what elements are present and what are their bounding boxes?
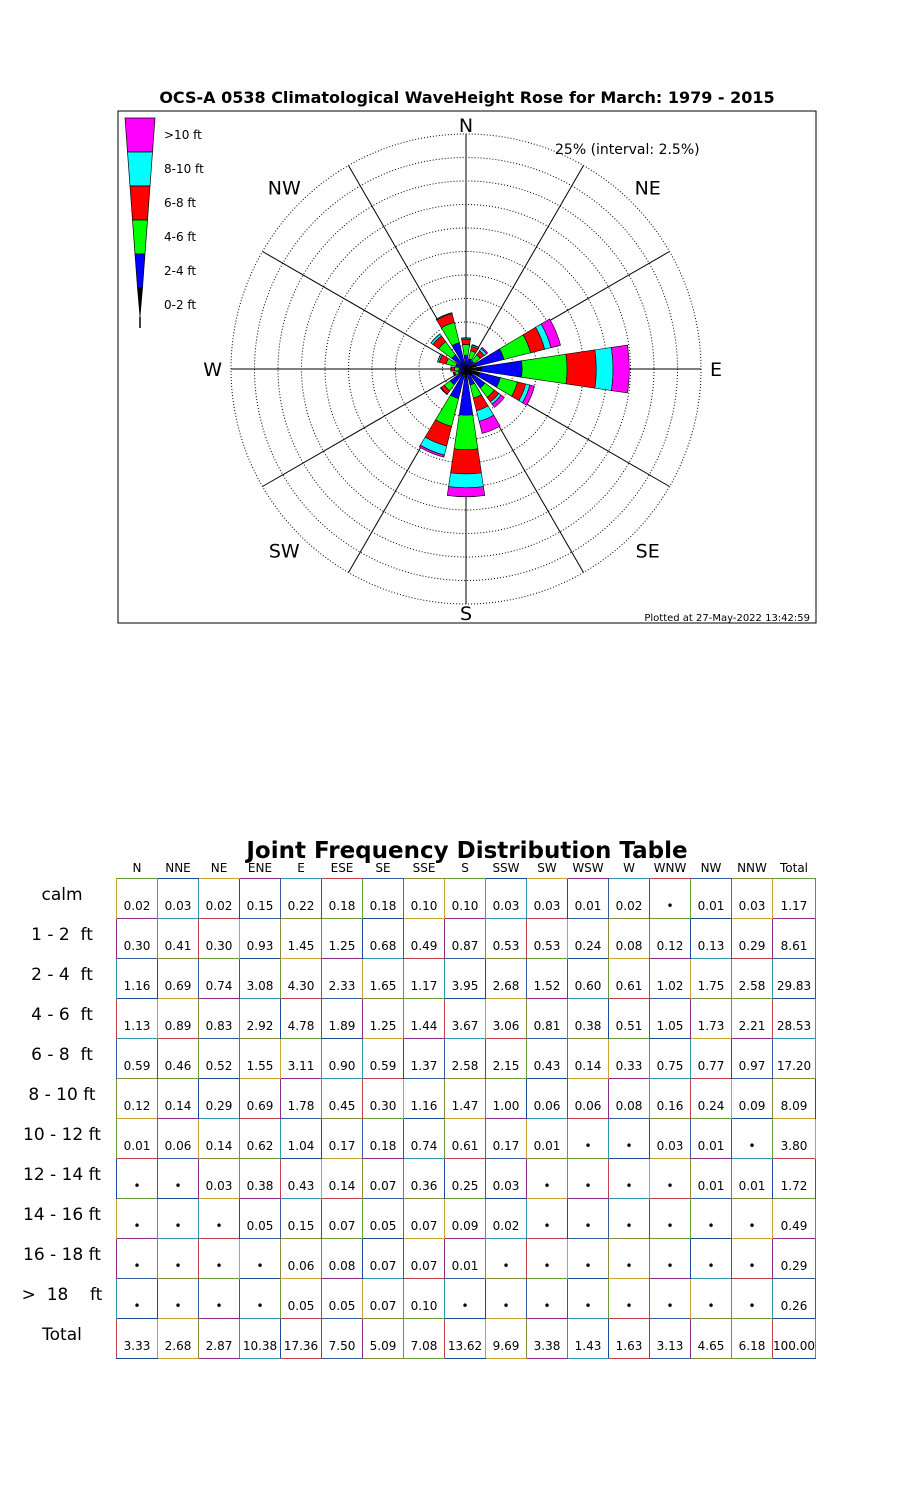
table-cell: 8.61 <box>773 919 816 959</box>
table-row <box>8 1119 816 1159</box>
table-cell: 1.17 <box>773 879 816 919</box>
rose-petal-segment <box>462 339 471 345</box>
table-cell: 0.12 <box>650 919 691 959</box>
table-cell: • <box>445 1279 486 1319</box>
table-cell: 2.58 <box>445 1039 486 1079</box>
table-cell: 0.16 <box>650 1079 691 1119</box>
table-body <box>8 879 816 1359</box>
table-cell: 1.78 <box>281 1079 322 1119</box>
table-cell: 0.30 <box>363 1079 404 1119</box>
table-cell: • <box>117 1239 158 1279</box>
legend-swatch <box>133 220 148 254</box>
table-cell: • <box>117 1279 158 1319</box>
column-header: N <box>132 861 142 875</box>
compass-label-sw: SW <box>268 540 300 563</box>
table-cell: • <box>609 1119 650 1159</box>
table-cell: • <box>609 1279 650 1319</box>
column-header: NW <box>700 861 722 875</box>
legend-swatch <box>138 288 143 317</box>
table-cell: 0.59 <box>117 1039 158 1079</box>
column-header: W <box>623 861 635 875</box>
table-cell: • <box>199 1239 240 1279</box>
table-cell: 4.30 <box>281 959 322 999</box>
table-cell: • <box>732 1119 773 1159</box>
table-cell: 0.07 <box>322 1199 363 1239</box>
rose-petal-segment <box>611 345 629 393</box>
table-cell: 0.09 <box>445 1199 486 1239</box>
table-cell: 0.36 <box>404 1159 445 1199</box>
table-cell: 2.58 <box>732 959 773 999</box>
table-cell: 0.06 <box>281 1239 322 1279</box>
rose-title: OCS-A 0538 Climatological WaveHeight Rose for March: 1979 - 2015 <box>159 88 775 107</box>
row-header: 2 - 4 ft <box>31 964 93 985</box>
table-cell: • <box>199 1279 240 1319</box>
table-row <box>8 1199 816 1239</box>
table-cell: 3.95 <box>445 959 486 999</box>
table-cell: 0.07 <box>404 1239 445 1279</box>
table-cell: • <box>158 1159 199 1199</box>
column-header: SE <box>375 861 391 875</box>
table-cell: 0.06 <box>527 1079 568 1119</box>
row-header: Total <box>42 1324 82 1345</box>
table-cell: 10.38 <box>240 1319 281 1359</box>
table-cell: 0.10 <box>404 1279 445 1319</box>
table-cell: 0.30 <box>199 919 240 959</box>
table-cell: 1.25 <box>363 999 404 1039</box>
table-cell: • <box>158 1279 199 1319</box>
table-cell: 0.41 <box>158 919 199 959</box>
table-cell: 0.13 <box>691 919 732 959</box>
table-cell: • <box>609 1199 650 1239</box>
table-cell: 5.09 <box>363 1319 404 1359</box>
table-header-row <box>8 847 816 879</box>
table-cell: 3.13 <box>650 1319 691 1359</box>
table-cell: 9.69 <box>486 1319 527 1359</box>
table-cell: • <box>527 1279 568 1319</box>
table-row <box>8 999 816 1039</box>
legend-label: 2-4 ft <box>164 264 197 278</box>
rose-petal-segment <box>451 449 482 474</box>
rose-legend <box>125 118 204 328</box>
table-cell: 0.09 <box>732 1079 773 1119</box>
table-cell: 0.83 <box>199 999 240 1039</box>
table-cell: 1.52 <box>527 959 568 999</box>
table-cell: 0.05 <box>322 1279 363 1319</box>
column-header: ENE <box>247 861 273 875</box>
table-cell: 0.10 <box>404 879 445 919</box>
table-cell: • <box>527 1239 568 1279</box>
row-header: calm <box>41 884 83 905</box>
table-cell: • <box>609 1239 650 1279</box>
compass-label-e: E <box>710 359 723 381</box>
table-cell: 0.02 <box>609 879 650 919</box>
column-header: NE <box>210 861 228 875</box>
row-header: > 18 ft <box>21 1284 103 1305</box>
table-cell: • <box>158 1199 199 1239</box>
table-cell: 1.04 <box>281 1119 322 1159</box>
table-cell: 0.05 <box>363 1199 404 1239</box>
table-cell: 0.24 <box>568 919 609 959</box>
table-cell: 0.43 <box>527 1039 568 1079</box>
table-cell: 0.10 <box>445 879 486 919</box>
table-cell: • <box>568 1119 609 1159</box>
table-cell: 1.13 <box>117 999 158 1039</box>
rose-petal-segment <box>447 487 485 497</box>
table-cell: 0.89 <box>158 999 199 1039</box>
table-cell: 3.67 <box>445 999 486 1039</box>
table-cell: 100.00 <box>773 1319 816 1359</box>
table-cell: 7.08 <box>404 1319 445 1359</box>
table-cell: 17.20 <box>773 1039 816 1079</box>
table-cell: 0.03 <box>732 879 773 919</box>
table-cell: • <box>732 1239 773 1279</box>
row-header: 4 - 6 ft <box>31 1004 93 1025</box>
table-cell: 1.02 <box>650 959 691 999</box>
table-cell: 0.01 <box>691 1159 732 1199</box>
table-cell: 0.01 <box>117 1119 158 1159</box>
rose-petal-segment <box>449 473 484 488</box>
table-cell: 1.00 <box>486 1079 527 1119</box>
table-cell: • <box>650 1279 691 1319</box>
table-cell: • <box>650 1239 691 1279</box>
table-cell: 4.78 <box>281 999 322 1039</box>
table-cell: 0.87 <box>445 919 486 959</box>
table-cell: 6.18 <box>732 1319 773 1359</box>
rose-petal-segment <box>455 367 460 370</box>
table-cell: 0.17 <box>322 1119 363 1159</box>
table-cell: 0.06 <box>158 1119 199 1159</box>
table-cell: 1.17 <box>404 959 445 999</box>
table-cell: 0.53 <box>527 919 568 959</box>
table-cell: • <box>158 1239 199 1279</box>
table-cell: 3.33 <box>117 1319 158 1359</box>
column-header: S <box>461 861 469 875</box>
table-cell: • <box>609 1159 650 1199</box>
table-cell: 0.51 <box>609 999 650 1039</box>
table-cell: 0.14 <box>568 1039 609 1079</box>
table-cell: • <box>691 1279 732 1319</box>
table-cell: 2.68 <box>158 1319 199 1359</box>
table-cell: 2.87 <box>199 1319 240 1359</box>
table-cell: 0.02 <box>117 879 158 919</box>
table-cell: 0.61 <box>445 1119 486 1159</box>
table-cell: 8.09 <box>773 1079 816 1119</box>
table-cell: 0.18 <box>363 1119 404 1159</box>
legend-label: 8-10 ft <box>164 162 204 176</box>
table-cell: 3.08 <box>240 959 281 999</box>
table-cell: 0.03 <box>158 879 199 919</box>
table-cell: 1.89 <box>322 999 363 1039</box>
table-cell: 0.03 <box>650 1119 691 1159</box>
table-cell: 0.38 <box>240 1159 281 1199</box>
table-cell: 0.01 <box>568 879 609 919</box>
table-row <box>8 959 816 999</box>
table-cell: 0.07 <box>404 1199 445 1239</box>
table-cell: 0.01 <box>732 1159 773 1199</box>
legend-swatch <box>128 152 153 186</box>
table-cell: • <box>691 1199 732 1239</box>
table-cell: 0.06 <box>568 1079 609 1119</box>
legend-label: 6-8 ft <box>164 196 197 210</box>
table-cell: 2.15 <box>486 1039 527 1079</box>
table-cell: 0.59 <box>363 1039 404 1079</box>
table-cell: 1.16 <box>404 1079 445 1119</box>
table-cell: 1.37 <box>404 1039 445 1079</box>
table-cell: 0.01 <box>527 1119 568 1159</box>
legend-label: 0-2 ft <box>164 298 197 312</box>
table-cell: • <box>117 1159 158 1199</box>
rose-petal-segment <box>451 367 452 372</box>
table-cell: 0.08 <box>322 1239 363 1279</box>
column-header: NNW <box>737 861 767 875</box>
compass-label-nw: NW <box>267 177 301 200</box>
table-cell: 0.43 <box>281 1159 322 1199</box>
table-cell: • <box>486 1279 527 1319</box>
table-cell: 0.15 <box>240 879 281 919</box>
table-cell: 1.63 <box>609 1319 650 1359</box>
table-cell: 0.05 <box>240 1199 281 1239</box>
table-cell: 0.17 <box>486 1119 527 1159</box>
table-cell: • <box>732 1199 773 1239</box>
table-cell: 1.05 <box>650 999 691 1039</box>
table-cell: 0.77 <box>691 1039 732 1079</box>
table-cell: 0.18 <box>322 879 363 919</box>
table-cell: • <box>240 1239 281 1279</box>
table-cell: 0.49 <box>404 919 445 959</box>
table-cell: 0.29 <box>199 1079 240 1119</box>
column-header: WSW <box>572 861 604 875</box>
table-cell: 1.75 <box>691 959 732 999</box>
table-cell: • <box>568 1279 609 1319</box>
rose-petal-segment <box>522 354 568 384</box>
table-cell: 0.08 <box>609 919 650 959</box>
table-cell: • <box>732 1279 773 1319</box>
table-cell: 0.97 <box>732 1039 773 1079</box>
table-cell: 4.65 <box>691 1319 732 1359</box>
column-header: Total <box>779 861 809 875</box>
table-cell: 0.01 <box>691 1119 732 1159</box>
table-row <box>8 1319 816 1359</box>
table-cell: • <box>650 1199 691 1239</box>
compass-label-n: N <box>458 115 474 137</box>
compass-label-w: W <box>203 359 222 381</box>
column-header: SW <box>537 861 557 875</box>
table-cell: 1.55 <box>240 1039 281 1079</box>
table-row <box>8 1079 816 1119</box>
column-header: E <box>297 861 305 875</box>
table-cell: 1.65 <box>363 959 404 999</box>
table-cell: 0.81 <box>527 999 568 1039</box>
table-cell: 1.45 <box>281 919 322 959</box>
table-row <box>8 919 816 959</box>
table-cell: 3.06 <box>486 999 527 1039</box>
table-cell: 0.69 <box>158 959 199 999</box>
table-cell: • <box>117 1199 158 1239</box>
table-cell: • <box>691 1239 732 1279</box>
table-cell: 7.50 <box>322 1319 363 1359</box>
table-cell: • <box>568 1239 609 1279</box>
scale-label: 25% (interval: 2.5%) <box>555 142 700 158</box>
table-cell: 0.26 <box>773 1279 816 1319</box>
table-cell: 0.69 <box>240 1079 281 1119</box>
table-cell: 1.72 <box>773 1159 816 1199</box>
table-cell: 0.68 <box>363 919 404 959</box>
table-cell: 0.60 <box>568 959 609 999</box>
table-cell: 2.21 <box>732 999 773 1039</box>
table-cell: 0.29 <box>773 1239 816 1279</box>
table-cell: 0.18 <box>363 879 404 919</box>
table-cell: • <box>568 1199 609 1239</box>
table-cell: 3.80 <box>773 1119 816 1159</box>
rose-petal-segment <box>462 344 469 355</box>
table-cell: 0.75 <box>650 1039 691 1079</box>
table-cell: • <box>240 1279 281 1319</box>
rose-spoke <box>262 252 466 370</box>
table-cell: 0.90 <box>322 1039 363 1079</box>
table-cell: 0.93 <box>240 919 281 959</box>
legend-swatch <box>125 118 155 152</box>
table-cell: 0.02 <box>486 1199 527 1239</box>
table-cell: 0.12 <box>117 1079 158 1119</box>
row-header: 10 - 12 ft <box>23 1124 101 1145</box>
table-cell: 2.92 <box>240 999 281 1039</box>
table-cell: 2.33 <box>322 959 363 999</box>
table-cell: • <box>486 1239 527 1279</box>
table-cell: 0.14 <box>322 1159 363 1199</box>
table-cell: 29.83 <box>773 959 816 999</box>
rose-petal-segment <box>451 367 454 371</box>
joint-frequency-table <box>8 847 816 1359</box>
table-cell: 0.25 <box>445 1159 486 1199</box>
table-cell: 0.53 <box>486 919 527 959</box>
table-cell: 0.05 <box>281 1279 322 1319</box>
rose-petal-segment <box>566 350 596 388</box>
compass-label-ne: NE <box>634 177 661 200</box>
rose-petal-segment <box>595 347 613 390</box>
table-title: Joint Frequency Distribution Table <box>246 838 688 864</box>
table-cell: 0.45 <box>322 1079 363 1119</box>
legend-label: 4-6 ft <box>164 230 197 244</box>
table-cell: 0.74 <box>404 1119 445 1159</box>
table-cell: 0.38 <box>568 999 609 1039</box>
table-cell: 0.14 <box>158 1079 199 1119</box>
table-cell: 0.15 <box>281 1199 322 1239</box>
table-cell: • <box>527 1159 568 1199</box>
column-header: SSE <box>412 861 436 875</box>
table-cell: 0.61 <box>609 959 650 999</box>
legend-label: >10 ft <box>164 128 202 142</box>
table-cell: 1.73 <box>691 999 732 1039</box>
table-cell: 28.53 <box>773 999 816 1039</box>
compass-label-s: S <box>459 603 473 625</box>
table-cell: 0.03 <box>199 1159 240 1199</box>
table-cell: 1.25 <box>322 919 363 959</box>
column-header: WNW <box>653 861 687 875</box>
row-header: 16 - 18 ft <box>23 1244 101 1265</box>
table-cell: 0.14 <box>199 1119 240 1159</box>
table-cell: 0.03 <box>486 1159 527 1199</box>
table-cell: 1.47 <box>445 1079 486 1119</box>
table-cell: 0.07 <box>363 1159 404 1199</box>
table-cell: 0.49 <box>773 1199 816 1239</box>
row-header: 8 - 10 ft <box>28 1084 96 1105</box>
table-cell: 0.08 <box>609 1079 650 1119</box>
table-cell: 1.16 <box>117 959 158 999</box>
row-header: 12 - 14 ft <box>23 1164 101 1185</box>
table-row <box>8 1159 816 1199</box>
table-cell: 0.46 <box>158 1039 199 1079</box>
column-header: SSW <box>492 861 520 875</box>
table-cell: 1.43 <box>568 1319 609 1359</box>
compass-label-se: SE <box>635 540 660 563</box>
table-cell: • <box>527 1199 568 1239</box>
table-cell: • <box>650 879 691 919</box>
table-cell: 0.30 <box>117 919 158 959</box>
table-cell: 0.22 <box>281 879 322 919</box>
table-cell: 0.62 <box>240 1119 281 1159</box>
table-cell: 0.07 <box>363 1239 404 1279</box>
table-cell: 0.02 <box>199 879 240 919</box>
table-corner <box>8 847 117 879</box>
table-cell: 0.33 <box>609 1039 650 1079</box>
table-cell: 1.44 <box>404 999 445 1039</box>
legend-swatch <box>135 254 145 288</box>
table-cell: 13.62 <box>445 1319 486 1359</box>
column-header: NNE <box>165 861 191 875</box>
column-header: ESE <box>330 861 354 875</box>
table-row <box>8 879 816 919</box>
table-cell: 0.07 <box>363 1279 404 1319</box>
table-row <box>8 1239 816 1279</box>
table-cell: 2.68 <box>486 959 527 999</box>
table-cell: 0.29 <box>732 919 773 959</box>
table-cell: • <box>650 1159 691 1199</box>
table-cell: • <box>568 1159 609 1199</box>
table-cell: 3.38 <box>527 1319 568 1359</box>
table-cell: 0.03 <box>486 879 527 919</box>
table-cell: 0.01 <box>445 1239 486 1279</box>
table-cell: 0.24 <box>691 1079 732 1119</box>
table-cell: • <box>199 1199 240 1239</box>
row-header: 14 - 16 ft <box>23 1204 101 1225</box>
table-row <box>8 1279 816 1319</box>
table-cell: 0.52 <box>199 1039 240 1079</box>
row-header: 6 - 8 ft <box>31 1044 93 1065</box>
row-header: 1 - 2 ft <box>31 924 93 945</box>
table-cell: 0.03 <box>527 879 568 919</box>
legend-swatch <box>130 186 150 220</box>
table-cell: 17.36 <box>281 1319 322 1359</box>
rose-petal-segment <box>454 415 478 450</box>
plotted-at-label: Plotted at 27-May-2022 13:42:59 <box>644 613 810 624</box>
table-cell: 0.01 <box>691 879 732 919</box>
table-cell: 3.11 <box>281 1039 322 1079</box>
table-row <box>8 1039 816 1079</box>
table-cell: 0.74 <box>199 959 240 999</box>
